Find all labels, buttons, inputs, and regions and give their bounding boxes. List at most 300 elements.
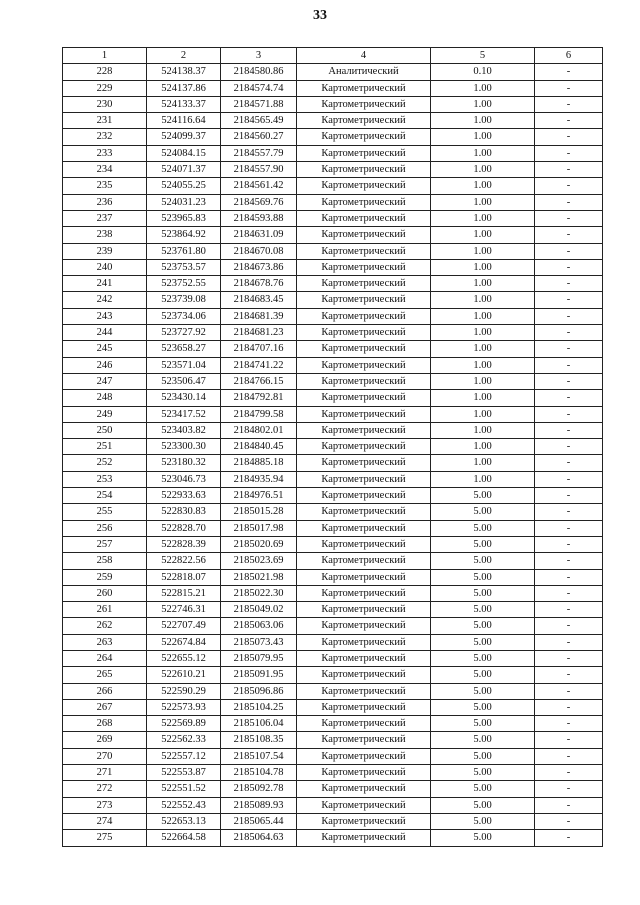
description-cell: - [535, 96, 603, 112]
point-number-cell: 245 [63, 341, 147, 357]
description-cell: - [535, 699, 603, 715]
table-row [63, 830, 603, 846]
x-coordinate-cell: 523506.47 [147, 373, 221, 389]
description-cell: - [535, 797, 603, 813]
accuracy-cell: 1.00 [431, 113, 535, 129]
accuracy-cell: 0.10 [431, 64, 535, 80]
x-coordinate-cell: 522557.12 [147, 748, 221, 764]
accuracy-cell: 5.00 [431, 520, 535, 536]
table-row [63, 732, 603, 748]
point-number-cell: 260 [63, 585, 147, 601]
accuracy-cell: 5.00 [431, 585, 535, 601]
method-cell: Картометрический [297, 96, 431, 112]
table-row [63, 471, 603, 487]
point-number-cell: 242 [63, 292, 147, 308]
y-coordinate-cell: 2184683.45 [221, 292, 297, 308]
description-cell: - [535, 178, 603, 194]
x-coordinate-cell: 523864.92 [147, 227, 221, 243]
x-coordinate-cell: 524137.86 [147, 80, 221, 96]
x-coordinate-cell: 523965.83 [147, 210, 221, 226]
point-number-cell: 269 [63, 732, 147, 748]
x-coordinate-cell: 523417.52 [147, 406, 221, 422]
x-coordinate-cell: 522933.63 [147, 488, 221, 504]
description-cell: - [535, 602, 603, 618]
y-coordinate-cell: 2184670.08 [221, 243, 297, 259]
table-row [63, 569, 603, 585]
table-row [63, 602, 603, 618]
description-cell: - [535, 276, 603, 292]
accuracy-cell: 5.00 [431, 488, 535, 504]
x-coordinate-cell: 523727.92 [147, 325, 221, 341]
table-body [63, 64, 603, 846]
x-coordinate-cell: 522610.21 [147, 667, 221, 683]
accuracy-cell: 5.00 [431, 683, 535, 699]
x-coordinate-cell: 522674.84 [147, 634, 221, 650]
x-coordinate-cell: 522655.12 [147, 650, 221, 666]
point-number-cell: 240 [63, 259, 147, 275]
point-number-cell: 270 [63, 748, 147, 764]
table-row [63, 650, 603, 666]
x-coordinate-cell: 524116.64 [147, 113, 221, 129]
accuracy-cell: 1.00 [431, 341, 535, 357]
table-row [63, 113, 603, 129]
method-cell: Картометрический [297, 748, 431, 764]
y-coordinate-cell: 2184560.27 [221, 129, 297, 145]
method-cell: Картометрический [297, 129, 431, 145]
x-coordinate-cell: 522707.49 [147, 618, 221, 634]
x-coordinate-cell: 523180.32 [147, 455, 221, 471]
y-coordinate-cell: 2185063.06 [221, 618, 297, 634]
method-cell: Картометрический [297, 455, 431, 471]
accuracy-cell: 1.00 [431, 96, 535, 112]
x-coordinate-cell: 524055.25 [147, 178, 221, 194]
point-number-cell: 238 [63, 227, 147, 243]
y-coordinate-cell: 2184580.86 [221, 64, 297, 80]
table-row [63, 813, 603, 829]
x-coordinate-cell: 522551.52 [147, 781, 221, 797]
table-row [63, 373, 603, 389]
page-number: 33 [313, 8, 327, 23]
x-coordinate-cell: 522828.39 [147, 536, 221, 552]
x-coordinate-cell: 522828.70 [147, 520, 221, 536]
point-number-cell: 261 [63, 602, 147, 618]
point-number-cell: 237 [63, 210, 147, 226]
description-cell: - [535, 422, 603, 438]
accuracy-cell: 1.00 [431, 80, 535, 96]
accuracy-cell: 1.00 [431, 292, 535, 308]
y-coordinate-cell: 2185064.63 [221, 830, 297, 846]
y-coordinate-cell: 2184799.58 [221, 406, 297, 422]
y-coordinate-cell: 2184565.49 [221, 113, 297, 129]
y-coordinate-cell: 2184571.88 [221, 96, 297, 112]
description-cell: - [535, 325, 603, 341]
point-number-cell: 241 [63, 276, 147, 292]
coordinates-table [62, 47, 603, 847]
accuracy-cell: 5.00 [431, 748, 535, 764]
point-number-cell: 249 [63, 406, 147, 422]
description-cell: - [535, 634, 603, 650]
method-cell: Картометрический [297, 536, 431, 552]
table-row [63, 64, 603, 80]
table-header [63, 48, 603, 64]
description-cell: - [535, 471, 603, 487]
y-coordinate-cell: 2184840.45 [221, 439, 297, 455]
method-cell: Картометрический [297, 341, 431, 357]
method-cell: Картометрический [297, 210, 431, 226]
description-cell: - [535, 292, 603, 308]
description-cell: - [535, 716, 603, 732]
accuracy-cell: 5.00 [431, 634, 535, 650]
table-row [63, 520, 603, 536]
table-row [63, 145, 603, 161]
description-cell: - [535, 553, 603, 569]
description-cell: - [535, 64, 603, 80]
method-cell: Картометрический [297, 716, 431, 732]
point-number-cell: 244 [63, 325, 147, 341]
point-number-cell: 233 [63, 145, 147, 161]
point-number-cell: 236 [63, 194, 147, 210]
accuracy-cell: 1.00 [431, 178, 535, 194]
description-cell: - [535, 813, 603, 829]
method-cell: Картометрический [297, 292, 431, 308]
table-row [63, 325, 603, 341]
x-coordinate-cell: 522653.13 [147, 813, 221, 829]
table-row [63, 210, 603, 226]
y-coordinate-cell: 2185020.69 [221, 536, 297, 552]
point-number-cell: 266 [63, 683, 147, 699]
y-coordinate-cell: 2185023.69 [221, 553, 297, 569]
x-coordinate-cell: 523571.04 [147, 357, 221, 373]
method-cell: Картометрический [297, 732, 431, 748]
description-cell: - [535, 145, 603, 161]
y-coordinate-cell: 2184707.16 [221, 341, 297, 357]
accuracy-cell: 1.00 [431, 373, 535, 389]
description-cell: - [535, 585, 603, 601]
accuracy-cell: 1.00 [431, 227, 535, 243]
y-coordinate-cell: 2185073.43 [221, 634, 297, 650]
point-number-cell: 229 [63, 80, 147, 96]
method-cell: Картометрический [297, 520, 431, 536]
point-number-cell: 267 [63, 699, 147, 715]
method-cell: Картометрический [297, 227, 431, 243]
point-number-cell: 252 [63, 455, 147, 471]
accuracy-cell: 5.00 [431, 797, 535, 813]
y-coordinate-cell: 2185096.86 [221, 683, 297, 699]
description-cell: - [535, 80, 603, 96]
point-number-cell: 271 [63, 765, 147, 781]
table-row [63, 716, 603, 732]
method-cell: Картометрический [297, 113, 431, 129]
table-row [63, 439, 603, 455]
point-number-cell: 258 [63, 553, 147, 569]
y-coordinate-cell: 2184681.23 [221, 325, 297, 341]
method-cell: Картометрический [297, 439, 431, 455]
column-header: 3 [221, 48, 297, 64]
description-cell: - [535, 683, 603, 699]
description-cell: - [535, 765, 603, 781]
description-cell: - [535, 129, 603, 145]
table-row [63, 259, 603, 275]
description-cell: - [535, 520, 603, 536]
method-cell: Картометрический [297, 781, 431, 797]
description-cell: - [535, 748, 603, 764]
table-row [63, 553, 603, 569]
table-row [63, 618, 603, 634]
x-coordinate-cell: 523734.06 [147, 308, 221, 324]
y-coordinate-cell: 2185079.95 [221, 650, 297, 666]
point-number-cell: 265 [63, 667, 147, 683]
y-coordinate-cell: 2185017.98 [221, 520, 297, 536]
y-coordinate-cell: 2185089.93 [221, 797, 297, 813]
point-number-cell: 254 [63, 488, 147, 504]
point-number-cell: 250 [63, 422, 147, 438]
accuracy-cell: 1.00 [431, 439, 535, 455]
method-cell: Картометрический [297, 406, 431, 422]
method-cell: Картометрический [297, 765, 431, 781]
method-cell: Картометрический [297, 813, 431, 829]
description-cell: - [535, 667, 603, 683]
method-cell: Картометрический [297, 602, 431, 618]
x-coordinate-cell: 522569.89 [147, 716, 221, 732]
accuracy-cell: 1.00 [431, 422, 535, 438]
x-coordinate-cell: 522664.58 [147, 830, 221, 846]
accuracy-cell: 1.00 [431, 325, 535, 341]
table-row [63, 504, 603, 520]
column-header: 6 [535, 48, 603, 64]
accuracy-cell: 1.00 [431, 390, 535, 406]
point-number-cell: 274 [63, 813, 147, 829]
table-row [63, 129, 603, 145]
table-row [63, 406, 603, 422]
accuracy-cell: 1.00 [431, 276, 535, 292]
method-cell: Картометрический [297, 194, 431, 210]
method-cell: Картометрический [297, 488, 431, 504]
point-number-cell: 232 [63, 129, 147, 145]
x-coordinate-cell: 523739.08 [147, 292, 221, 308]
accuracy-cell: 5.00 [431, 504, 535, 520]
point-number-cell: 247 [63, 373, 147, 389]
x-coordinate-cell: 524138.37 [147, 64, 221, 80]
point-number-cell: 255 [63, 504, 147, 520]
point-number-cell: 251 [63, 439, 147, 455]
y-coordinate-cell: 2185091.95 [221, 667, 297, 683]
point-number-cell: 243 [63, 308, 147, 324]
point-number-cell: 230 [63, 96, 147, 112]
x-coordinate-cell: 522818.07 [147, 569, 221, 585]
description-cell: - [535, 830, 603, 846]
point-number-cell: 234 [63, 162, 147, 178]
point-number-cell: 256 [63, 520, 147, 536]
x-coordinate-cell: 523753.57 [147, 259, 221, 275]
y-coordinate-cell: 2185104.25 [221, 699, 297, 715]
point-number-cell: 239 [63, 243, 147, 259]
description-cell: - [535, 406, 603, 422]
y-coordinate-cell: 2184678.76 [221, 276, 297, 292]
accuracy-cell: 1.00 [431, 455, 535, 471]
table-row [63, 227, 603, 243]
table-row [63, 683, 603, 699]
y-coordinate-cell: 2184561.42 [221, 178, 297, 194]
accuracy-cell: 5.00 [431, 650, 535, 666]
x-coordinate-cell: 522573.93 [147, 699, 221, 715]
method-cell: Картометрический [297, 357, 431, 373]
table-row [63, 96, 603, 112]
y-coordinate-cell: 2184569.76 [221, 194, 297, 210]
description-cell: - [535, 210, 603, 226]
method-cell: Картометрический [297, 390, 431, 406]
method-cell: Картометрический [297, 618, 431, 634]
table-row [63, 162, 603, 178]
x-coordinate-cell: 523761.80 [147, 243, 221, 259]
accuracy-cell: 1.00 [431, 406, 535, 422]
column-header: 4 [297, 48, 431, 64]
accuracy-cell: 1.00 [431, 259, 535, 275]
x-coordinate-cell: 524084.15 [147, 145, 221, 161]
method-cell: Картометрический [297, 325, 431, 341]
description-cell: - [535, 227, 603, 243]
accuracy-cell: 1.00 [431, 129, 535, 145]
y-coordinate-cell: 2185015.28 [221, 504, 297, 520]
table-row [63, 357, 603, 373]
table-row [63, 178, 603, 194]
description-cell: - [535, 536, 603, 552]
method-cell: Картометрический [297, 683, 431, 699]
x-coordinate-cell: 522562.33 [147, 732, 221, 748]
point-number-cell: 248 [63, 390, 147, 406]
point-number-cell: 262 [63, 618, 147, 634]
table-row [63, 748, 603, 764]
description-cell: - [535, 162, 603, 178]
table-row [63, 243, 603, 259]
y-coordinate-cell: 2184741.22 [221, 357, 297, 373]
accuracy-cell: 5.00 [431, 781, 535, 797]
table-row [63, 797, 603, 813]
x-coordinate-cell: 523300.30 [147, 439, 221, 455]
description-cell: - [535, 650, 603, 666]
method-cell: Картометрический [297, 650, 431, 666]
point-number-cell: 253 [63, 471, 147, 487]
description-cell: - [535, 439, 603, 455]
column-header: 2 [147, 48, 221, 64]
y-coordinate-cell: 2184557.90 [221, 162, 297, 178]
point-number-cell: 264 [63, 650, 147, 666]
method-cell: Картометрический [297, 145, 431, 161]
x-coordinate-cell: 522590.29 [147, 683, 221, 699]
method-cell: Картометрический [297, 569, 431, 585]
accuracy-cell: 5.00 [431, 732, 535, 748]
x-coordinate-cell: 523658.27 [147, 341, 221, 357]
description-cell: - [535, 341, 603, 357]
accuracy-cell: 5.00 [431, 765, 535, 781]
method-cell: Картометрический [297, 667, 431, 683]
description-cell: - [535, 308, 603, 324]
y-coordinate-cell: 2184766.15 [221, 373, 297, 389]
y-coordinate-cell: 2184631.09 [221, 227, 297, 243]
point-number-cell: 275 [63, 830, 147, 846]
x-coordinate-cell: 524099.37 [147, 129, 221, 145]
description-cell: - [535, 194, 603, 210]
y-coordinate-cell: 2185065.44 [221, 813, 297, 829]
table-row [63, 667, 603, 683]
y-coordinate-cell: 2184885.18 [221, 455, 297, 471]
x-coordinate-cell: 522830.83 [147, 504, 221, 520]
x-coordinate-cell: 522553.87 [147, 765, 221, 781]
accuracy-cell: 1.00 [431, 471, 535, 487]
table-row [63, 699, 603, 715]
x-coordinate-cell: 524031.23 [147, 194, 221, 210]
method-cell: Картометрический [297, 699, 431, 715]
y-coordinate-cell: 2184593.88 [221, 210, 297, 226]
table-row [63, 341, 603, 357]
table-row [63, 781, 603, 797]
y-coordinate-cell: 2184792.81 [221, 390, 297, 406]
table-row [63, 390, 603, 406]
method-cell: Картометрический [297, 259, 431, 275]
description-cell: - [535, 373, 603, 389]
accuracy-cell: 5.00 [431, 602, 535, 618]
point-number-cell: 272 [63, 781, 147, 797]
y-coordinate-cell: 2184976.51 [221, 488, 297, 504]
y-coordinate-cell: 2185022.30 [221, 585, 297, 601]
y-coordinate-cell: 2185092.78 [221, 781, 297, 797]
method-cell: Картометрический [297, 830, 431, 846]
method-cell: Картометрический [297, 308, 431, 324]
y-coordinate-cell: 2184802.01 [221, 422, 297, 438]
description-cell: - [535, 732, 603, 748]
point-number-cell: 235 [63, 178, 147, 194]
x-coordinate-cell: 522822.56 [147, 553, 221, 569]
method-cell: Аналитический [297, 64, 431, 80]
y-coordinate-cell: 2185104.78 [221, 765, 297, 781]
column-header: 5 [431, 48, 535, 64]
method-cell: Картометрический [297, 162, 431, 178]
accuracy-cell: 5.00 [431, 830, 535, 846]
accuracy-cell: 5.00 [431, 553, 535, 569]
method-cell: Картометрический [297, 797, 431, 813]
table-row [63, 536, 603, 552]
description-cell: - [535, 618, 603, 634]
description-cell: - [535, 113, 603, 129]
table-row [63, 292, 603, 308]
accuracy-cell: 5.00 [431, 569, 535, 585]
y-coordinate-cell: 2184935.94 [221, 471, 297, 487]
accuracy-cell: 1.00 [431, 162, 535, 178]
accuracy-cell: 1.00 [431, 194, 535, 210]
point-number-cell: 263 [63, 634, 147, 650]
x-coordinate-cell: 524133.37 [147, 96, 221, 112]
method-cell: Картометрический [297, 585, 431, 601]
table-row [63, 585, 603, 601]
x-coordinate-cell: 523430.14 [147, 390, 221, 406]
accuracy-cell: 1.00 [431, 210, 535, 226]
description-cell: - [535, 390, 603, 406]
table-row [63, 488, 603, 504]
point-number-cell: 231 [63, 113, 147, 129]
table-row [63, 80, 603, 96]
x-coordinate-cell: 523403.82 [147, 422, 221, 438]
y-coordinate-cell: 2185108.35 [221, 732, 297, 748]
point-number-cell: 257 [63, 536, 147, 552]
accuracy-cell: 5.00 [431, 667, 535, 683]
accuracy-cell: 1.00 [431, 243, 535, 259]
table-row [63, 194, 603, 210]
method-cell: Картометрический [297, 634, 431, 650]
x-coordinate-cell: 522552.43 [147, 797, 221, 813]
table-header-row [63, 48, 603, 64]
description-cell: - [535, 488, 603, 504]
point-number-cell: 259 [63, 569, 147, 585]
point-number-cell: 228 [63, 64, 147, 80]
